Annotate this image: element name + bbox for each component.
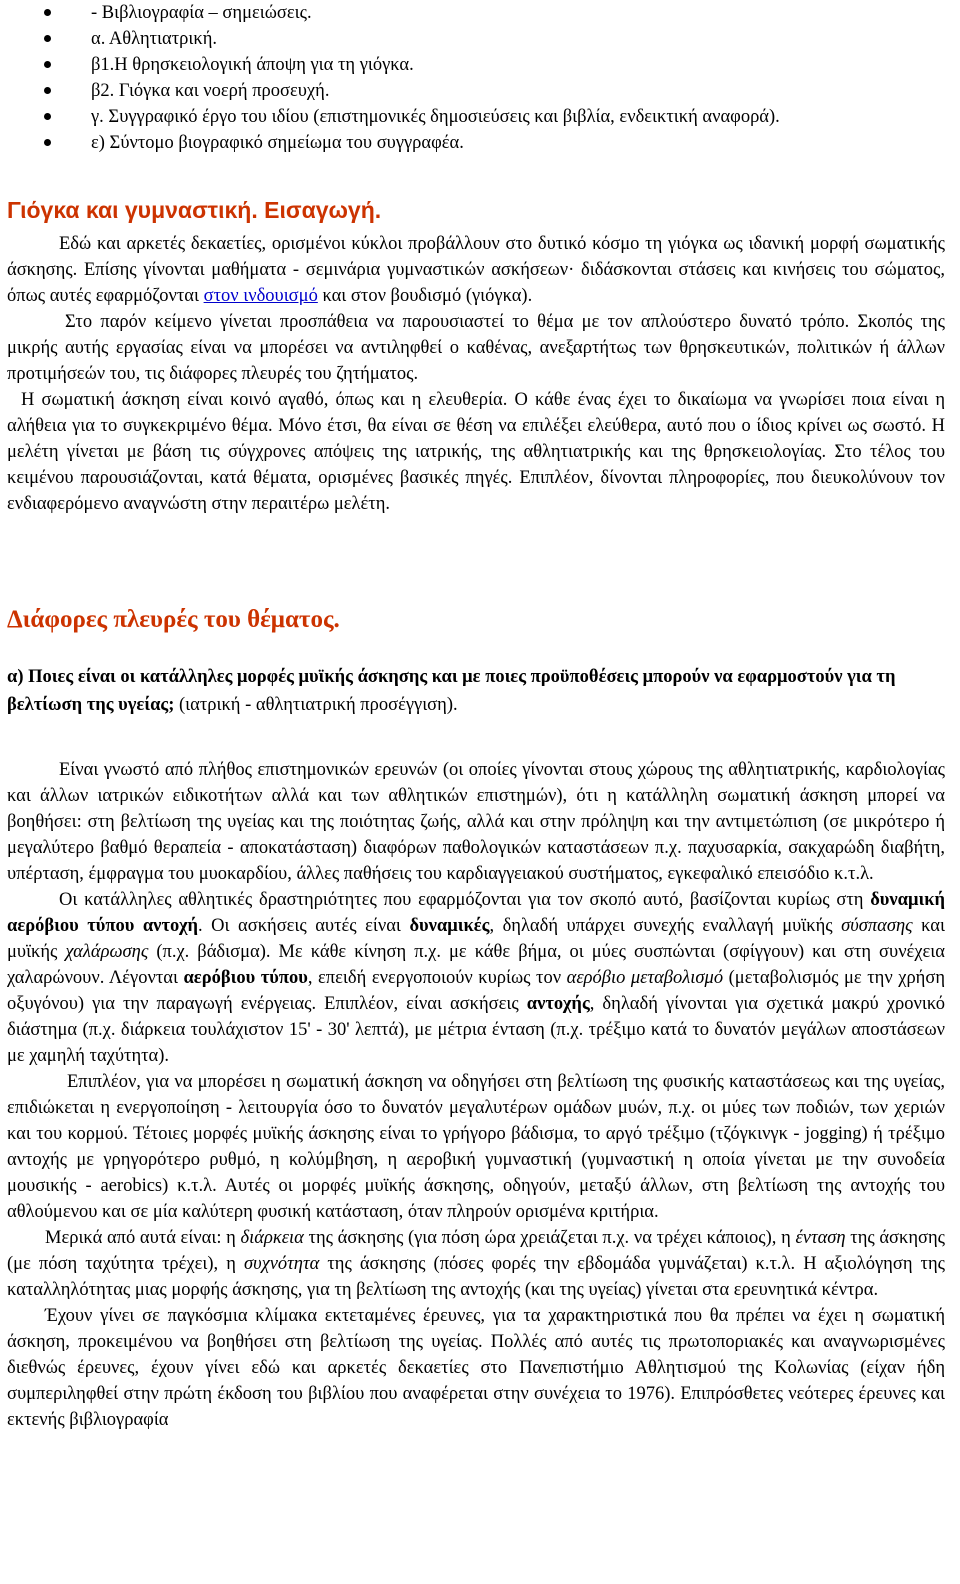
body-paragraph-5: Έχουν γίνει σε παγκόσμια κλίμακα εκτεταμένες έρευνες, για τα χαρακτηριστικά που θα πρέπει να έχει η σωματική άσκηση, προκειμένου να βοηθήσει στη βελτίωση της υγείας. Πολλές από αυτές τις πρωτοποριακές και αναγνωρισμένες διεθνώς έρευνες, έχουν γίνει εδώ και αρκετές δεκαετίες στο Πανεπιστήμιο Αθλητισμού της Κολωνίας (είχαν ήδη συμπεριληφθεί στην πρώτη έκδοση του βιβλίου που αναφέρεται στην συνέχεια το 1976). Επιπρόσθετες νεότερες έρευνες και εκτενής βιβλιογραφία [7,1306,945,1430]
intro-paragraph-3: Η σωματική άσκηση είναι κοινό αγαθό, όπως και η ελευθερία. Ο κάθε ένας έχει το δικαίωμα να γνωρίσει ποια είναι η αλήθεια για το συγκεκριμένο θέμα. Μόνο έτσι, θα είναι σε θέση να επιλέξει ελεύθερα, αυτό που ο ίδιος κρίνει ως σωστό. Η μελέτη γίνεται με βάση τις σύγχρονες απόψεις της ιατρικής, της αθλητιατρικής και της θρησκειολογίας. Στο τέλος του κειμένου παρουσιάζονται, κατά θέματα, ορισμένες βασικές πηγές. Επιπλέον, δίνονται πληροφορίες, που διευκολύνουν τον ενδιαφερόμενο αναγνώστη στην περαιτέρω μελέτη. [7,390,945,514]
intro-text [7,231,945,517]
intro-paragraph-1: Εδώ και αρκετές δεκαετίες, ορισμένοι κύκλοι προβάλλουν στο δυτικό κόσμο τη γιόγκα ως ιδανική μορφή σωματικής άσκησης. Επίσης γίνονται μαθήματα - σεμινάρια γυμναστικών ασκήσεων· διδάσκονται στάσεις και κινήσεις του σώματος, όπως αυτές εφαρμόζονται στον ινδουισμό και στον βουδισμό (γιόγκα). [7,234,945,306]
body-paragraph-2: Οι κατάλληλες αθλητικές δραστηριότητες που εφαρμόζονται για τον σκοπό αυτό, βασίζονται κυρίως στη δυναμική αερόβιου τύπου αντοχή. Οι ασκήσεις αυτές είναι δυναμικές, δηλαδή υπάρχει συνεχής εναλλαγή μυϊκής σύσπασης και μυϊκής χαλάρωσης (π.χ. βάδισμα). Με κάθε κίνηση π.χ. με κάθε βήμα, οι μύες συσπώνται (σφίγγουν) και στη συνέχεια χαλαρώνουν. Λέγονται αερόβιου τύπου, επειδή ενεργοποιούν κυρίως τον αερόβιο μεταβολισμό (μεταβολισμός με την χρήση οξυγόνου) για την παραγωγή ενέργειας. Επιπλέον, είναι ασκήσεις αντοχής, δηλαδή γίνονται για σχετικά μακρύ χρονικό διάστημα (π.χ. διάρκεια τουλάχιστον 15' - 30' λεπτά), με μέτρια ένταση (π.χ. τρέξιμο κατά το δυνατόν μεγάλων αποστάσεων με χαμηλή ταχύτητα). [7,890,946,1066]
question-bold: α) Ποιες είναι οι κατάλληλες μορφές μυϊκής άσκησης και με ποιες προϋποθέσεις μπορούν να εφαρμοστούν για τη βελτίωση της υγείας; [7,667,896,715]
intro-paragraph-2: Στο παρόν κείμενο γίνεται προσπάθεια να παρουσιαστεί το θέμα με τον απλούστερο δυνατό τρόπο. Σκοπός της μικρής αυτής εργασίας είναι να μπορέσει να αντιληφθεί ο καθένας, ανεξαρτήτως των θρησκευτικών, πολιτικών ή άλλων προτιμήσεών του, τις διάφορες πλευρές του ζητήματος. [7,312,945,384]
body-paragraph-1: Είναι γνωστό από πλήθος επιστημονικών ερευνών (οι οποίες γίνονται στους χώρους της αθλητιατρικής, καρδιολογίας και άλλων ιατρικών ειδικοτήτων αλλά και των αθλητικών επιστημών), ότι η κατάλληλη σωματική άσκηση μπορεί να βοηθήσει: στη βελτίωση της υγείας και της ποιότητας ζωής, αλλά και στην πρόληψη και την αντιμετώπιση (σε μικρότερο ή μεγαλύτερο βαθμό θεραπεία - αποκατάσταση) διαφόρων παθολογικών καταστάσεων π.χ. παχυσαρκία, σακχαρώδη διαβήτη, υπέρταση, έμφραγμα του μυοκαρδίου, άλλες παθήσεις του καρδιαγγειακού συστήματος, εγκεφαλικό επεισόδιο κ.τ.λ. [7,760,945,884]
question-note: (ιατρική - αθλητιατρική προσέγγιση). [174,695,458,715]
body-paragraph-3: Επιπλέον, για να μπορέσει η σωματική άσκηση να οδηγήσει στη βελτίωση της φυσικής καταστάσεως και της υγείας, επιδιώκεται η ενεργοποίηση - λειτουργία όσο το δυνατόν μεγαλυτέρων ομάδων μυών, π.χ. οι μύες των ποδιών, των χεριών και του κορμού. Τέτοιες μορφές μυϊκής άσκησης είναι το γρήγορο βάδισμα, το αργό τρέξιμο (τζόγκινγκ - jogging) ή τρέξιμο αντοχής με γρηγορότερο ρυθμό, η κολύμβηση, η αεροβική γυμναστική (γυμναστική η οποία γίνεται με την συνοδεία μουσικής - aerobics) κ.τ.λ. Αυτές οι μορφές μυϊκής άσκησης, οδηγούν, μεταξύ άλλων, στη βελτίωση της αντοχής του αθλούμενου και σε μία καλύτερη φυσική κατάσταση, όταν πληρούν ορισμένα κριτήρια. [7,1072,945,1222]
section-heading-yoga-gymnastics: Γιόγκα και γυμναστική. Εισαγωγή. [7,197,382,223]
body-paragraph-4: Μερικά από αυτά είναι: η διάρκεια της άσκησης (για πόση ώρα χρειάζεται π.χ. να τρέχει κάποιος), η ένταση της άσκησης (με πόση ταχύτητα τρέχει), η συχνότητα της άσκησης (πόσες φορές την εβδομάδα γυμνάζεται) κ.τ.λ. Η αξιολόγηση της καταλληλότητας μιας μορφής άσκησης, για τη βελτίωση της αντοχής (και της υγείας) γίνεται στα ερευνητικά κέντρα. [7,1228,946,1300]
hinduism-link[interactable]: στον ινδουισμό [203,286,318,306]
bullet-list [44,0,944,156]
bullet-item: β2. Γιόγκα και νοερή προσευχή. [44,78,944,104]
bullet-item: - Βιβλιογραφία – σημειώσεις. [44,0,944,26]
bullet-item: ε) Σύντομο βιογραφικό σημείωμα του συγγραφέα. [44,130,944,156]
bullet-item: α. Αθλητιατρική. [44,26,944,52]
question-heading [7,663,945,719]
section-heading-aspects: Διάφορες πλευρές του θέματος. [7,606,340,633]
bullet-item: γ. Συγγραφικό έργο του ιδίου (επιστημονικές δημοσιεύσεις και βιβλία, ενδεικτική αναφορά). [44,104,944,130]
body-text [7,757,945,1433]
bullet-item: β1.Η θρησκειολογική άποψη για τη γιόγκα. [44,52,944,78]
